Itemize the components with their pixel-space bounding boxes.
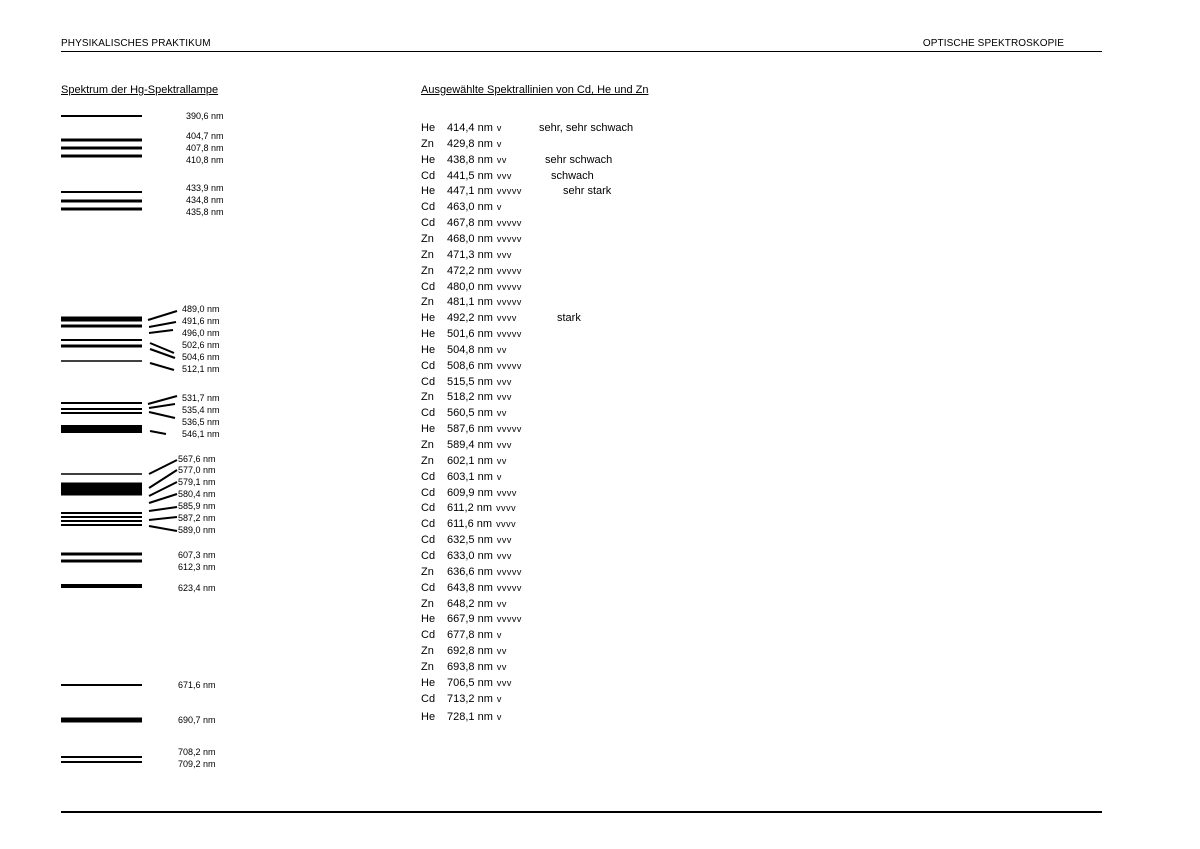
hg-line-bar <box>61 516 142 518</box>
element-symbol: Cd <box>421 549 436 562</box>
wavelength-cell <box>447 311 517 325</box>
hg-line-bar <box>61 115 142 117</box>
wavelength-cell <box>447 121 502 135</box>
wavelength-value: 587,6 nm <box>447 423 493 436</box>
wavelength-value: 609,9 nm <box>447 486 493 499</box>
wavelength-cell <box>447 533 512 547</box>
hg-line-bar <box>61 520 142 522</box>
wavelength-cell <box>447 137 502 151</box>
element-symbol: Zn <box>421 296 434 309</box>
wavelength-value: 463,0 nm <box>447 201 493 214</box>
wavelength-value: 481,1 nm <box>447 296 493 309</box>
wavelength-cell <box>447 565 522 579</box>
hg-wavelength-label: 577,0 nm <box>178 465 216 475</box>
hg-wavelength-label: 589,0 nm <box>178 525 216 535</box>
wavelength-value: 447,1 nm <box>447 185 493 198</box>
element-symbol: He <box>421 312 436 325</box>
hg-line-bar <box>61 139 142 142</box>
relative-intensity: vv <box>496 455 507 466</box>
wavelength-value: 728,1 nm <box>447 711 493 724</box>
hg-wavelength-label: 433,9 nm <box>186 183 224 193</box>
element-symbol: He <box>421 153 436 166</box>
wavelength-cell <box>447 184 522 198</box>
relative-intensity: vv <box>496 408 507 419</box>
hg-connector-stroke <box>149 404 175 408</box>
element-symbol: He <box>421 613 436 626</box>
hg-connector-stroke <box>149 526 177 531</box>
wavelength-cell <box>447 280 522 294</box>
hg-line-bar <box>61 684 142 686</box>
hg-wavelength-label: 434,8 nm <box>186 195 224 205</box>
intensity-note: stark <box>557 312 581 325</box>
wavelength-cell <box>447 549 512 563</box>
relative-intensity: v <box>496 712 502 723</box>
hg-line-bar <box>61 200 142 203</box>
hg-wavelength-label: 708,2 nm <box>178 747 216 757</box>
wavelength-cell <box>447 660 507 674</box>
hg-wavelength-label: 531,7 nm <box>182 393 220 403</box>
relative-intensity: vvvvv <box>496 218 522 229</box>
element-symbol: Cd <box>421 581 436 594</box>
wavelength-value: 677,8 nm <box>447 629 493 642</box>
hg-connector-stroke <box>148 311 177 320</box>
element-symbol: Cd <box>421 407 436 420</box>
wavelength-value: 501,6 nm <box>447 328 493 341</box>
hg-line-bar <box>61 360 142 362</box>
wavelength-cell <box>447 343 507 357</box>
relative-intensity: vv <box>496 154 507 165</box>
element-symbol: Cd <box>421 280 436 293</box>
relative-intensity: vvvv <box>496 313 517 324</box>
element-symbol: Zn <box>421 232 434 245</box>
hg-connector-stroke <box>149 507 177 511</box>
wavelength-value: 589,4 nm <box>447 439 493 451</box>
element-symbol: Cd <box>421 217 436 230</box>
hg-connector-stroke <box>149 412 175 418</box>
hg-wavelength-label: 407,8 nm <box>186 143 224 153</box>
relative-intensity: vvvvv <box>496 265 522 276</box>
wavelength-cell <box>447 359 522 373</box>
relative-intensity: vvvvv <box>496 360 522 371</box>
hg-line-bar <box>61 756 142 758</box>
wavelength-cell <box>447 153 507 167</box>
wavelength-cell <box>447 375 512 389</box>
wavelength-value: 468,0 nm <box>447 232 493 245</box>
intensity-note: sehr schwach <box>545 153 613 166</box>
relative-intensity: vvvvv <box>496 614 522 625</box>
hg-line-bar <box>61 345 142 348</box>
hg-line-bar <box>61 553 142 556</box>
hg-wavelength-label: 585,9 nm <box>178 501 216 511</box>
hg-wavelength-label: 579,1 nm <box>178 477 216 487</box>
hg-wavelength-label: 491,6 nm <box>182 316 220 326</box>
relative-intensity: vvvvv <box>496 566 522 577</box>
element-symbol: He <box>421 343 436 356</box>
header-left-title: PHYSIKALISCHES PRAKTIKUM <box>61 38 211 49</box>
hg-wavelength-label: 390,6 nm <box>186 111 224 121</box>
relative-intensity: v <box>496 630 502 641</box>
wavelength-cell <box>447 248 512 262</box>
wavelength-cell <box>447 710 502 724</box>
hg-wavelength-label: 502,6 nm <box>182 340 220 350</box>
hg-wavelength-label: 535,4 nm <box>182 405 220 415</box>
element-symbol: Cd <box>421 359 436 372</box>
hg-spectrum-title: Spektrum der Hg-Spektrallampe <box>61 84 219 96</box>
hg-line-bar <box>61 483 142 496</box>
hg-wavelength-label: 587,2 nm <box>178 513 216 523</box>
wavelength-value: 471,3 nm <box>447 248 493 261</box>
wavelength-value: 713,2 nm <box>447 692 493 705</box>
wavelength-value: 518,2 nm <box>447 391 493 404</box>
element-symbol: Zn <box>421 660 434 673</box>
relative-intensity: vvvvv <box>496 424 522 435</box>
hg-line-bar <box>61 761 142 763</box>
relative-intensity: vvv <box>496 440 512 450</box>
hg-connector-stroke <box>150 349 175 358</box>
hg-line-bar <box>61 317 142 322</box>
intensity-note: sehr, sehr schwach <box>539 122 634 134</box>
wavelength-cell <box>447 628 502 642</box>
wavelength-value: 611,6 nm <box>447 518 493 531</box>
wavelength-value: 438,8 nm <box>447 153 493 166</box>
element-symbol: Cd <box>421 201 436 214</box>
wavelength-cell <box>447 486 517 500</box>
wavelength-cell <box>447 597 507 611</box>
wavelength-cell <box>447 517 516 531</box>
wavelength-value: 515,5 nm <box>447 375 493 388</box>
wavelength-cell <box>447 501 516 515</box>
wavelength-cell <box>447 295 522 309</box>
hg-wavelength-label: 512,1 nm <box>182 364 220 374</box>
wavelength-value: 467,8 nm <box>447 217 493 230</box>
element-symbol: Cd <box>421 534 436 547</box>
element-symbol: He <box>421 185 436 198</box>
intensity-note: schwach <box>551 169 594 182</box>
intensity-note: sehr stark <box>563 185 612 198</box>
wavelength-value: 648,2 nm <box>447 597 493 610</box>
hg-line-bar <box>61 584 142 588</box>
wavelength-value: 504,8 nm <box>447 343 493 356</box>
wavelength-cell <box>447 470 502 484</box>
wavelength-cell <box>447 216 522 230</box>
hg-wavelength-label: 496,0 nm <box>182 328 220 338</box>
wavelength-value: 441,5 nm <box>447 169 493 182</box>
hg-line-bar <box>61 408 142 410</box>
hg-line-bar <box>61 208 142 211</box>
hg-wavelength-label: 489,0 nm <box>182 304 220 314</box>
relative-intensity: vvvv <box>496 487 517 498</box>
hg-connector-stroke <box>150 363 174 370</box>
hg-wavelength-label: 404,7 nm <box>186 131 224 141</box>
element-symbol: Zn <box>421 454 434 467</box>
wavelength-value: 492,2 nm <box>447 312 493 325</box>
element-symbol: He <box>421 711 436 724</box>
relative-intensity: vv <box>496 661 507 672</box>
wavelength-value: 603,1 nm <box>447 470 493 483</box>
wavelength-value: 611,2 nm <box>447 502 493 515</box>
element-symbol: He <box>421 676 436 689</box>
spectral-lines-title: Ausgewählte Spektrallinien von Cd, He und Zn <box>421 84 649 96</box>
wavelength-cell <box>447 644 507 658</box>
wavelength-cell <box>447 169 512 183</box>
element-symbol: Cd <box>421 375 436 388</box>
relative-intensity: vvvvv <box>496 297 522 308</box>
relative-intensity: vvv <box>496 170 512 181</box>
wavelength-value: 706,5 nm <box>447 676 493 689</box>
hg-connector-stroke <box>149 322 176 327</box>
hg-wavelength-label: 410,8 nm <box>186 155 224 165</box>
wavelength-value: 602,1 nm <box>447 454 493 467</box>
hg-wavelength-label: 607,3 nm <box>178 550 216 560</box>
wavelength-value: 414,4 nm <box>447 122 493 134</box>
wavelength-cell <box>447 422 522 436</box>
wavelength-cell <box>447 264 522 278</box>
wavelength-value: 429,8 nm <box>447 137 493 150</box>
hg-wavelength-label: 567,6 nm <box>178 454 216 464</box>
hg-line-bar <box>61 512 142 514</box>
hg-wavelength-label: 504,6 nm <box>182 352 220 362</box>
hg-line-bar <box>61 560 142 563</box>
wavelength-value: 692,8 nm <box>447 645 493 658</box>
element-symbol: Cd <box>421 692 436 705</box>
relative-intensity: vvvv <box>496 519 517 530</box>
hg-line-bar <box>61 425 142 433</box>
wavelength-cell <box>447 327 522 341</box>
hg-connector-stroke <box>149 517 177 520</box>
wavelength-value: 636,6 nm <box>447 565 493 578</box>
hg-wavelength-label: 709,2 nm <box>178 759 216 769</box>
wavelength-cell <box>447 390 512 404</box>
hg-line-bar <box>61 147 142 150</box>
hg-wavelength-label: 612,3 nm <box>178 562 216 572</box>
hg-line-bar <box>61 473 142 475</box>
wavelength-cell <box>447 454 507 468</box>
element-symbol: Zn <box>421 565 434 578</box>
relative-intensity: v <box>496 693 502 704</box>
relative-intensity: v <box>496 471 502 482</box>
hg-line-bar <box>61 325 142 328</box>
relative-intensity: vvvvv <box>496 233 522 244</box>
element-symbol: Cd <box>421 470 436 483</box>
hg-wavelength-label: 546,1 nm <box>182 429 220 439</box>
element-symbol: Cd <box>421 169 436 182</box>
hg-line-bar <box>61 155 142 158</box>
relative-intensity: vv <box>496 344 507 355</box>
relative-intensity: vvv <box>496 249 512 260</box>
hg-line-bar <box>61 402 142 404</box>
relative-intensity: vvvvv <box>496 582 522 593</box>
wavelength-value: 480,0 nm <box>447 280 493 293</box>
hg-connector-stroke <box>149 482 177 496</box>
hg-line-bar <box>61 412 142 414</box>
wavelength-value: 560,5 nm <box>447 407 493 420</box>
relative-intensity: vvvvv <box>496 186 522 197</box>
element-symbol: Zn <box>421 248 434 261</box>
element-symbol: Zn <box>421 391 434 404</box>
wavelength-value: 693,8 nm <box>447 660 493 673</box>
relative-intensity: vvv <box>496 535 512 546</box>
relative-intensity: v <box>496 202 502 213</box>
wavelength-cell <box>447 438 512 452</box>
element-symbol: Cd <box>421 629 436 642</box>
relative-intensity: vvv <box>496 550 512 561</box>
wavelength-cell <box>447 200 502 214</box>
element-symbol: Zn <box>421 645 434 658</box>
hg-line-bar <box>61 718 142 723</box>
relative-intensity: vvvv <box>496 503 517 514</box>
wavelength-value: 472,2 nm <box>447 264 493 277</box>
hg-connector-stroke <box>150 343 174 353</box>
relative-intensity: vvvvv <box>496 281 522 292</box>
element-symbol: He <box>421 122 436 134</box>
element-symbol: Zn <box>421 264 434 277</box>
relative-intensity: vvvvv <box>496 329 522 340</box>
hg-wavelength-label: 671,6 nm <box>178 680 216 690</box>
wavelength-value: 667,9 nm <box>447 613 493 626</box>
hg-line-bar <box>61 524 142 526</box>
hg-line-bar <box>61 191 142 193</box>
relative-intensity: vvv <box>496 392 512 403</box>
wavelength-cell <box>447 692 502 706</box>
footer-rule <box>61 811 1102 813</box>
element-symbol: Cd <box>421 486 436 499</box>
relative-intensity: v <box>496 138 502 149</box>
element-symbol: Cd <box>421 518 436 531</box>
relative-intensity: vvv <box>496 376 512 387</box>
relative-intensity: vvv <box>496 677 512 688</box>
wavelength-value: 633,0 nm <box>447 549 493 562</box>
relative-intensity: vv <box>496 598 507 609</box>
element-symbol: Zn <box>421 597 434 610</box>
wavelength-value: 643,8 nm <box>447 581 493 594</box>
wavelength-value: 508,6 nm <box>447 359 493 372</box>
hg-wavelength-label: 536,5 nm <box>182 417 220 427</box>
wavelength-cell <box>447 406 507 420</box>
hg-wavelength-label: 435,8 nm <box>186 207 224 217</box>
hg-line-bar <box>61 339 142 341</box>
wavelength-value: 632,5 nm <box>447 534 493 547</box>
element-symbol: Zn <box>421 439 434 451</box>
element-symbol: He <box>421 328 436 341</box>
hg-wavelength-label: 580,4 nm <box>178 489 216 499</box>
element-symbol: Zn <box>421 137 434 150</box>
relative-intensity: v <box>496 123 502 133</box>
wavelength-cell <box>447 581 522 595</box>
hg-connector-stroke <box>149 494 177 503</box>
wavelength-cell <box>447 232 522 246</box>
element-symbol: Cd <box>421 502 436 515</box>
header-right-title: OPTISCHE SPEKTROSKOPIE <box>922 38 1064 49</box>
hg-wavelength-label: 623,4 nm <box>178 583 216 593</box>
hg-connector-stroke <box>150 431 166 434</box>
wavelength-cell <box>447 612 522 626</box>
relative-intensity: vv <box>496 646 507 657</box>
hg-connector-stroke <box>148 396 177 404</box>
hg-wavelength-label: 690,7 nm <box>178 715 216 725</box>
hg-connector-stroke <box>149 330 173 333</box>
wavelength-cell <box>447 676 512 690</box>
element-symbol: He <box>421 423 436 436</box>
